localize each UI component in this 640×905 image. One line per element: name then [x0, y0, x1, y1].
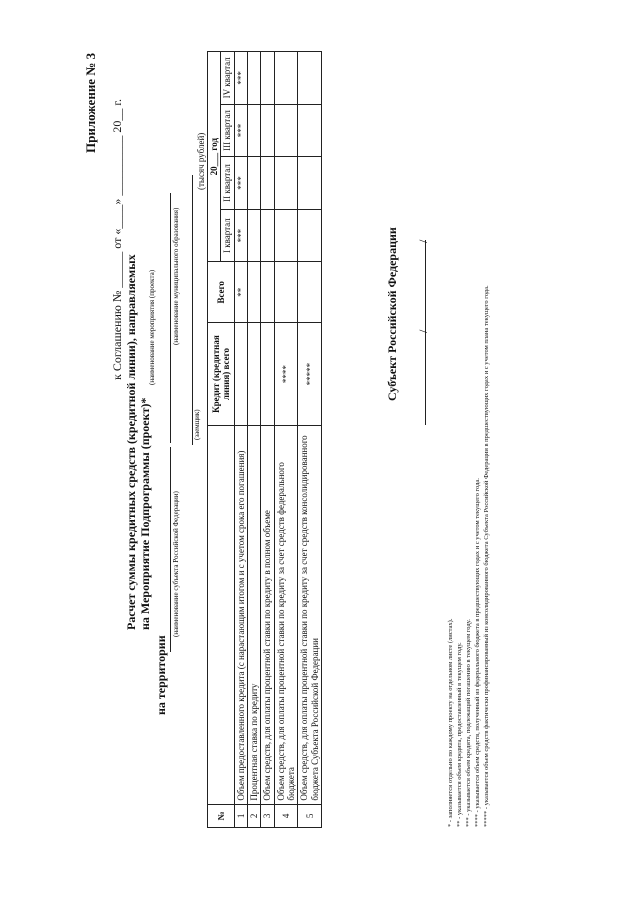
row-q4	[248, 52, 261, 105]
row-name: Объем средств, для оплаты процентной ставки по кредиту в полном объеме	[261, 426, 274, 805]
subject-caption: (наименование субъекта Российской Федерации)	[172, 491, 180, 637]
table-row	[298, 52, 322, 828]
row-total: **	[234, 262, 247, 323]
project-fill-line	[170, 193, 171, 443]
row-q2	[298, 157, 322, 210]
header-year: 20___ год	[208, 52, 221, 262]
document-title-line-1: Расчет суммы кредитных средств (кредитной линии), направляемых	[124, 254, 138, 630]
row-q3	[261, 104, 274, 157]
header-q1: I квартал	[221, 209, 234, 262]
row-total	[298, 262, 322, 323]
row-q1	[248, 209, 261, 262]
row-no: 4	[274, 804, 298, 827]
units-label: (тысяч рублей)	[196, 132, 206, 190]
row-q1	[298, 209, 322, 262]
territory-label: на территории	[154, 635, 168, 715]
table-row	[274, 52, 298, 828]
row-credit: *****	[298, 323, 322, 426]
row-q4	[298, 52, 322, 105]
row-q1: ***	[234, 209, 247, 262]
table-row	[248, 52, 261, 828]
agreement-reference: к Соглашению № ______ от «____» __________ 20__ г.	[110, 99, 124, 380]
header-total: Всего	[208, 262, 235, 323]
row-q2	[261, 157, 274, 210]
calculation-table	[207, 51, 322, 828]
appendix-number: Приложение № 3	[83, 52, 98, 153]
row-credit: ****	[274, 323, 298, 426]
signature-slash-left: /	[416, 329, 430, 333]
row-q3	[248, 104, 261, 157]
footnote: *** - указывается объем кредита, подлежащий погашению в текущем году.	[465, 619, 472, 827]
municipality-caption: (наименование муниципального образования)	[172, 207, 180, 345]
table-row	[234, 52, 247, 828]
footnote: ***** - указывается объем средств фактически профинансированный из консолидированного бюджета Субъекта Российской Федерации в предшествующих годах и с учетом плана текущего года.	[483, 285, 490, 827]
row-total	[248, 262, 261, 323]
borrower-fill-line	[192, 175, 193, 445]
row-no: 3	[261, 804, 274, 827]
row-q4	[274, 52, 298, 105]
signatory-label: Субъект Российской Федерации	[385, 227, 399, 401]
header-blank	[208, 426, 235, 805]
row-credit	[261, 323, 274, 426]
footnote: * - заполняется отдельно по каждому проекту на отдельном листе (листах).	[447, 618, 454, 827]
signature-slash-right: /	[416, 239, 430, 243]
footnotes	[446, 285, 491, 827]
row-name: Процентная ставка по кредиту	[248, 426, 261, 805]
document-title-line-2: на Мероприятие Подпрограммы (проект)*	[138, 397, 152, 630]
row-no: 2	[248, 804, 261, 827]
header-credit: Кредит (кредитная линия) всего	[208, 323, 235, 426]
row-q4: ***	[234, 52, 247, 105]
row-q3: ***	[234, 104, 247, 157]
row-q4	[261, 52, 274, 105]
header-q3: III квартал	[221, 104, 234, 157]
territory-fill-line	[170, 447, 171, 652]
header-no: №	[208, 804, 235, 827]
row-name: Объем средств, для оплаты процентной ставки по кредиту за счет средств консолидированного бюджета Субъекта Российской Федерации	[298, 426, 322, 805]
table-row	[261, 52, 274, 828]
row-q2	[248, 157, 261, 210]
row-name: Объем средств, для оплаты процентной ставки по кредиту за счет средств федерального бюджета	[274, 426, 298, 805]
row-q1	[274, 209, 298, 262]
footnote: ** - указывается объем кредита, предоставленный в текущем году.	[456, 642, 463, 827]
footnote: **** - указывается объем средств, полученный из федерального бюджета в предшествующих годах и с учетом текущего года.	[474, 478, 481, 827]
row-q2	[274, 157, 298, 210]
row-q1	[261, 209, 274, 262]
header-q2: II квартал	[221, 157, 234, 210]
row-q2: ***	[234, 157, 247, 210]
row-q3	[298, 104, 322, 157]
row-no: 1	[234, 804, 247, 827]
row-name: Объем предоставленного кредита (с нарастающим итогом и с учетом срока его погашения)	[234, 426, 247, 805]
header-q4: IV квартал	[221, 52, 234, 105]
row-q3	[274, 104, 298, 157]
row-total	[261, 262, 274, 323]
row-total	[274, 262, 298, 323]
row-no: 5	[298, 804, 322, 827]
project-caption: (наименование мероприятия (проекта)	[148, 269, 156, 385]
table-header-row	[208, 52, 221, 828]
row-credit	[248, 323, 261, 426]
row-credit	[234, 323, 247, 426]
borrower-caption: (заемщик)	[193, 409, 201, 440]
